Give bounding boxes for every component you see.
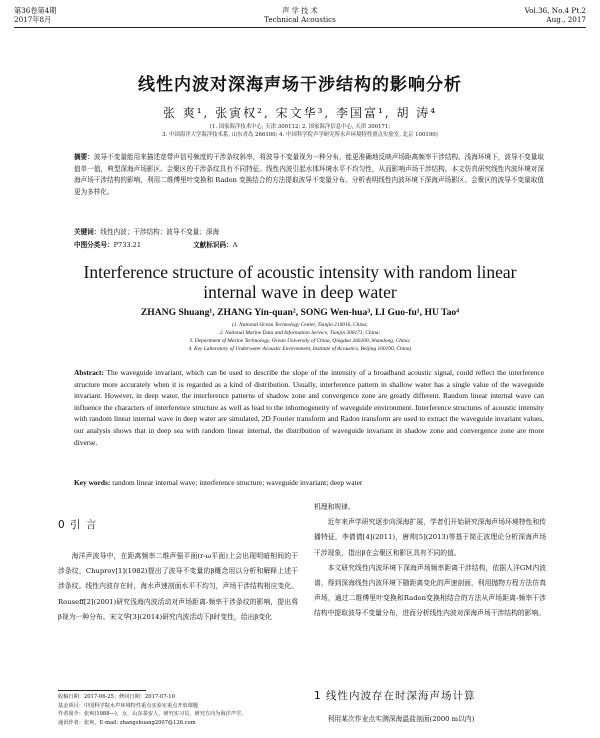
footnote-divider — [58, 690, 146, 691]
english-affiliation-line: 3. Department of Marine Technology, Ocean University of China, Qingdao 266100, Shandong, China; — [189, 338, 411, 344]
paragraph: 利用某次作业点实测深海温盐剖面(2000 m以内) — [327, 715, 475, 723]
english-keywords: Key words: random linear internal wave; interference structure; waveguide invariant; deep water — [74, 478, 363, 487]
english-authors: ZHANG Shuang¹, ZHANG Yin-quan², SONG Wen-hua³, LI Guo-fu¹, HU Tao⁴ — [140, 307, 460, 318]
right-column — [314, 500, 546, 622]
paragraph: 本文研究线性内波环境下深海声场频率距离干涉结构，依据人洋GM内波谱，得到深海线性内波环境下随距离变化的声速剖面，利用抛物方程方法仿真声场，通过二维傅里叶变换和Radon变换相结合的方法从声场距离-频率干涉结构中提取波导不变量分布，进而分析线性内波对深海声场干涉结构的影响。 — [314, 563, 546, 618]
english-affiliation-line: (1. National Ocean Technology Center, Tianjin 210016, China; — [231, 322, 369, 328]
footnotes: 收稿日期：2017-06-25；修回日期：2017-07-10 基金项目：中国科学院水声环境特性重点实验室重点开放课题 作者简介：张爽(1988—)，女，山东泰安人，研究实习员，研究方向为海洋声学。 通讯作者：张爽，E-mail: zhangshuang2007@126.com — [58, 694, 247, 726]
journal-issue: Vol.36, No.4 Pt.2 Aug., 2017 — [524, 6, 586, 24]
right-column-continuation — [314, 712, 546, 727]
chinese-authors: 张 爽¹, 张寅权², 宋文华³, 李国富¹, 胡 涛⁴ — [162, 106, 438, 120]
paragraph: 机理和规律。 — [314, 503, 355, 511]
chinese-abstract: 摘要：波导不变量能用来描述宽带声信号频度的干涉条纹斜率，将波导不变量视为一种分布，能更准确地反映声场距离频率干涉结构。浅海环境下，波导不变量取值单一值，典型深海声场影区、会聚区的干涉条纹具有不同特征。线性内波引起水体环境水平不均匀性，从而影响声场干涉结构。本文仿真研究线性内波环境对深海声场干涉结构的影响，利用二维傅里叶变换和 Radon 变换结合的方法提取波导不变量分布。分析表明线性内波环境下深海声场影区、会聚区的波导不变量取值更为多样化。 — [74, 153, 545, 196]
paragraph: 近年来声学研究逐步向深海扩展，学者们开始研究深海声场环境特性和传播特征，李倩倩[4](2011)，唐帅[5](2013)等基于简正波理论分析深海声场干涉现象，指出β在会聚区和影区具有不同的值。 — [314, 518, 546, 557]
chinese-title: 线性内波对深海声场干涉结构的影响分析 — [138, 75, 462, 95]
running-header — [14, 6, 586, 28]
journal-name: 声 学 技 术 Technical Acoustics — [264, 6, 336, 24]
header-divider — [14, 27, 586, 28]
english-affiliation-line: 2. National Marine Data and Information Service, Tianjin 300171, China; — [219, 330, 381, 336]
section-heading-1: 1 线性内波存在时深海声场计算 — [314, 690, 476, 702]
section-heading-introduction: 0 引 言 — [58, 519, 98, 531]
english-title: Interference structure of acoustic intensity with random linear internal wave in deep water — [83, 262, 517, 302]
paragraph: 海洋声波导中，在距离频率二维声强平面(r-ω平面)上会出现明暗相间的干涉条纹，Chuprov[1](1982)提出了波导不变量的β概念用以分析和解释上述干涉条纹。线性内波存在时，海水声速剖面水平不均匀，声场干涉结构相应变化。Rouseff[2](2001)研究浅海内波活动对声场距离-频率干涉条纹的影响，提出将β视为一种分布。宋文华[3](2014)研究内波活动下β时变性，给出β变化 — [58, 552, 298, 621]
left-column — [58, 549, 298, 625]
chinese-affiliation-line: (1. 国家海洋技术中心, 天津 300112; 2. 国家海洋信息中心, 天津 300171; — [209, 124, 391, 130]
chinese-affiliation-line: 3. 中国海洋大学海洋技术系, 山东青岛 266100; 4. 中国科学院声学研究所水声环境特性重点实验室, 北京 100190) — [162, 132, 438, 138]
chinese-keywords: 关键词：线性内波；干涉结构；波导不变量；深海 — [74, 228, 220, 236]
journal-volume: 第36卷第4期 2017年8月 — [14, 6, 57, 24]
english-affiliation-line: 4. Key Laboratory of Underwater Acoustic Environment, Institute of Acoustics, Beijing 100190, China) — [188, 346, 412, 352]
english-abstract: Abstract: The waveguide invariant, which can be used to describe the slope of the intensity of a broadband acoustic signal, could reflect the interference structure more accurately when it is regarded as a kind of distribution. Usually, interference pattern in shallow water has a single value of the waveguide invariant. However, in deep water, the interference patterns of shadow zone and convergence zone are greatly different. Random linear internal wave can influence the characters of interference structure as well as lead to the inhomogeneity of waveguide environment. Interference structures of acoustic intensity with random linear internal wave in deep water are simulated, 2D Fourier transform and Radon transform are used to extract the waveguide invariant values, our analysis shows that in deep sea with random linear internal, the distribution of waveguide invariant in shadow zone and convergence zone are more diverse. — [74, 368, 544, 447]
classification-row: 中图分类号：P733.21 文献标识码：A — [74, 241, 238, 249]
